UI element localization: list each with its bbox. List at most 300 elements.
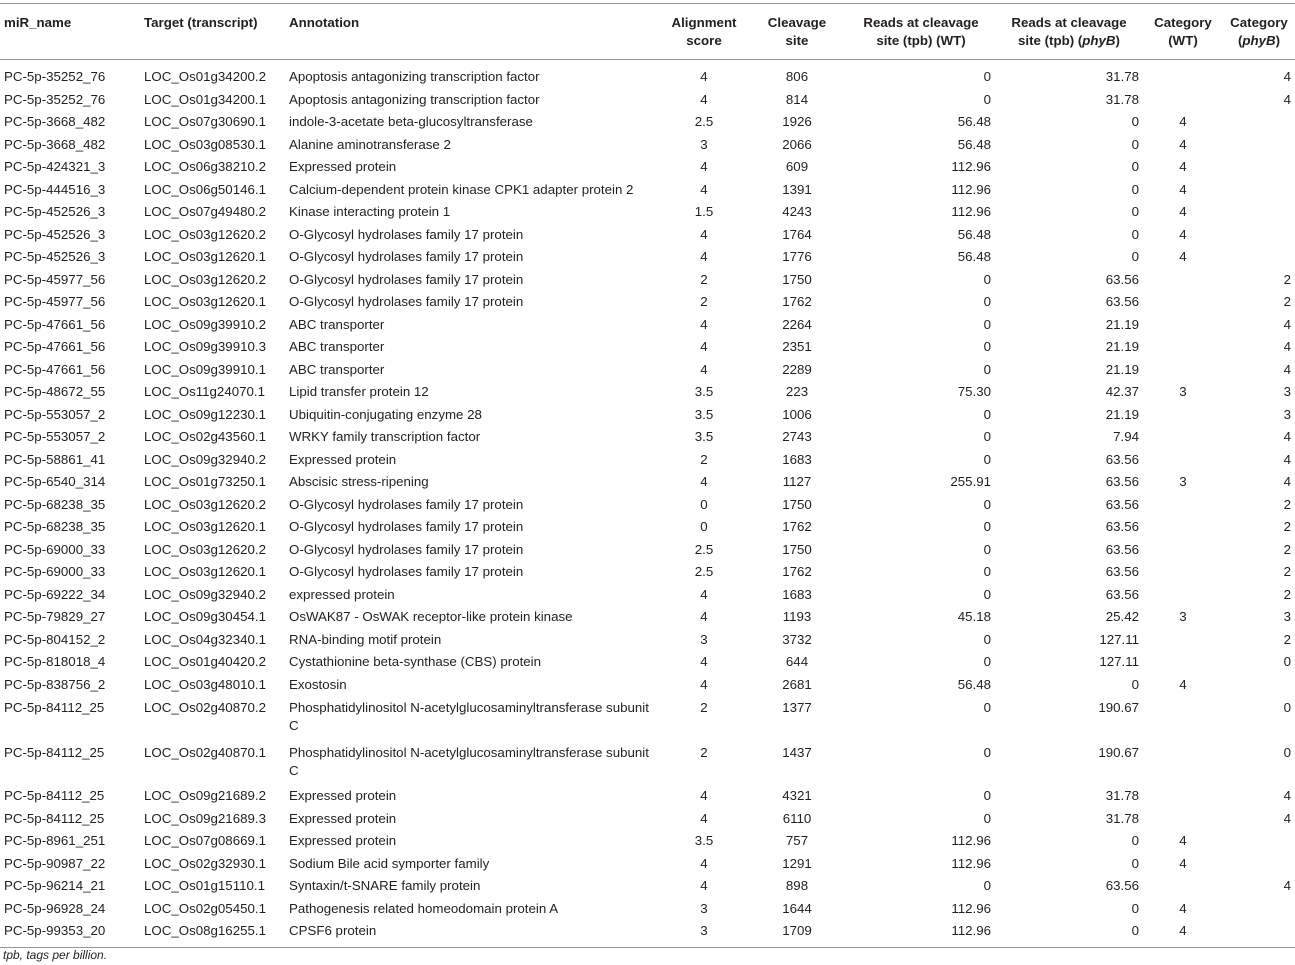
cell-category-wt xyxy=(1143,539,1223,562)
cell-category-wt: 4 xyxy=(1179,204,1187,220)
cell-category-wt xyxy=(1143,629,1223,652)
cell-reads-phyb: 0 xyxy=(1131,676,1139,692)
cell-target: LOC_Os03g12620.2 xyxy=(144,496,266,512)
cell-category-phyb: 0 xyxy=(1283,700,1291,715)
header-reads-phyb: Reads at cleavage site (tpb) (phyB) xyxy=(995,4,1143,60)
header-reads-wt: Reads at cleavage site (tpb) (WT) xyxy=(847,4,995,60)
cell-annotation: Expressed protein xyxy=(289,159,397,175)
cell-cleavage-site: 1683 xyxy=(782,586,812,602)
cell-category-phyb: 2 xyxy=(1283,519,1291,535)
cell-mir-name: PC-5p-96214_21 xyxy=(4,878,106,894)
cell-category-phyb: 2 xyxy=(1283,271,1291,287)
cell-annotation: Calcium-dependent protein kinase CPK1 adapter protein 2 xyxy=(289,181,634,197)
cell-alignment-score: 4 xyxy=(700,788,708,804)
cell-category-wt xyxy=(1143,516,1223,539)
cell-category-wt: 3 xyxy=(1179,474,1187,490)
table-row xyxy=(0,179,1295,202)
table-footnote: tpb, tags per billion. xyxy=(3,948,108,962)
cell-cleavage-site: 898 xyxy=(785,878,809,894)
cell-cleavage-site: 2066 xyxy=(782,136,812,152)
cell-mir-name: PC-5p-47661_56 xyxy=(4,339,106,355)
cell-cleavage-site: 1437 xyxy=(782,744,812,760)
cell-category-phyb: 2 xyxy=(1283,631,1291,647)
cell-reads-phyb: 0 xyxy=(1131,204,1139,220)
cell-alignment-score: 3 xyxy=(700,136,708,152)
cell-category-phyb: 4 xyxy=(1283,788,1291,804)
cell-reads-wt: 45.18 xyxy=(957,609,991,625)
cell-target: LOC_Os02g43560.1 xyxy=(144,429,266,445)
cell-reads-wt: 0 xyxy=(983,878,991,894)
cell-cleavage-site: 3732 xyxy=(782,631,812,647)
cell-cleavage-site: 1750 xyxy=(782,496,812,512)
table-row xyxy=(0,111,1295,134)
cell-reads-phyb: 31.78 xyxy=(1105,788,1139,804)
cell-annotation: CPSF6 protein xyxy=(285,920,661,947)
cell-mir-name: PC-5p-804152_2 xyxy=(4,631,106,647)
cell-alignment-score: 4 xyxy=(700,361,708,377)
cell-mir-name: PC-5p-68238_35 xyxy=(4,519,106,535)
cell-category-phyb: 0 xyxy=(1283,654,1291,670)
cell-annotation: Syntaxin/t-SNARE family protein xyxy=(289,878,481,894)
table-row xyxy=(0,471,1295,494)
cell-category-phyb xyxy=(1223,898,1295,921)
cell-reads-phyb: 31.78 xyxy=(1105,69,1139,85)
cell-category-phyb xyxy=(1223,111,1295,134)
cell-category-phyb: 4 xyxy=(1283,91,1291,107)
cell-category-phyb: 4 xyxy=(1283,878,1291,894)
header-cleavage-site: Cleavage site xyxy=(747,4,847,60)
cell-mir-name: PC-5p-444516_3 xyxy=(4,181,106,197)
cell-target: LOC_Os09g12230.1 xyxy=(144,406,266,422)
cell-category-wt xyxy=(1143,875,1223,898)
cell-annotation: O-Glycosyl hydrolases family 17 protein xyxy=(289,519,524,535)
cell-reads-wt: 112.96 xyxy=(951,833,991,849)
cell-alignment-score: 4 xyxy=(700,810,708,826)
header-annotation: Annotation xyxy=(285,4,661,60)
cell-reads-phyb: 63.56 xyxy=(1105,519,1139,535)
cell-alignment-score: 4 xyxy=(700,339,708,355)
cell-category-wt xyxy=(1143,336,1223,359)
cell-target: LOC_Os01g34200.2 xyxy=(144,69,266,85)
cell-annotation: Expressed protein xyxy=(289,810,397,826)
cell-target: LOC_Os09g32940.2 xyxy=(144,451,266,467)
table-header-row xyxy=(0,4,1295,60)
cell-cleavage-site: 1709 xyxy=(747,920,847,947)
cell-cleavage-site: 806 xyxy=(785,69,809,85)
cell-target: LOC_Os03g48010.1 xyxy=(144,676,266,692)
cell-category-phyb xyxy=(1223,674,1295,697)
header-alignment-score: Alignment score xyxy=(661,4,747,60)
cell-target: LOC_Os09g21689.3 xyxy=(144,810,266,826)
cell-alignment-score: 2 xyxy=(700,271,708,287)
cell-cleavage-site: 609 xyxy=(785,159,809,175)
cell-reads-phyb: 0 xyxy=(1131,249,1139,265)
cell-reads-phyb: 63.56 xyxy=(1105,564,1139,580)
cell-alignment-score: 4 xyxy=(700,855,708,871)
cell-annotation: O-Glycosyl hydrolases family 17 protein xyxy=(289,294,524,310)
cell-reads-wt: 112.96 xyxy=(951,204,991,220)
cell-annotation: expressed protein xyxy=(289,586,395,602)
cell-mir-name: PC-5p-47661_56 xyxy=(4,316,106,332)
cell-target: LOC_Os03g12620.1 xyxy=(144,249,266,265)
table-row xyxy=(0,561,1295,584)
cell-cleavage-site: 1764 xyxy=(782,226,812,242)
cell-category-phyb: 3 xyxy=(1283,384,1291,400)
cell-reads-phyb: 0 xyxy=(1131,181,1139,197)
cell-category-phyb: 4 xyxy=(1283,474,1291,490)
cell-reads-phyb: 63.56 xyxy=(1105,586,1139,602)
cell-category-phyb: 4 xyxy=(1283,339,1291,355)
cell-target: LOC_Os03g12620.2 xyxy=(144,226,266,242)
cell-annotation: O-Glycosyl hydrolases family 17 protein xyxy=(289,564,524,580)
cell-reads-wt: 75.30 xyxy=(957,384,991,400)
cell-reads-phyb: 25.42 xyxy=(1105,609,1139,625)
cell-annotation: ABC transporter xyxy=(289,339,385,355)
table-row xyxy=(0,60,1295,89)
cell-alignment-score: 2.5 xyxy=(694,114,714,130)
cell-mir-name: PC-5p-69000_33 xyxy=(4,541,106,557)
cell-mir-name: PC-5p-3668_482 xyxy=(4,114,106,130)
cell-annotation: O-Glycosyl hydrolases family 17 protein xyxy=(289,496,524,512)
cell-reads-phyb: 0 xyxy=(1131,136,1139,152)
cell-mir-name: PC-5p-8961_251 xyxy=(4,833,106,849)
cell-category-wt xyxy=(1143,60,1223,89)
table-row xyxy=(0,359,1295,382)
table-row xyxy=(0,539,1295,562)
cell-reads-wt: 112.96 xyxy=(951,900,991,916)
cell-alignment-score: 2.5 xyxy=(694,564,714,580)
table-row xyxy=(0,89,1295,112)
cell-reads-phyb: 21.19 xyxy=(1105,316,1139,332)
cell-mir-name: PC-5p-35252_76 xyxy=(4,69,106,85)
cell-alignment-score: 4 xyxy=(700,181,708,197)
cell-target: LOC_Os03g12620.2 xyxy=(144,271,266,287)
cell-alignment-score: 4 xyxy=(700,474,708,490)
header-category-phyb: Category (phyB) xyxy=(1223,4,1295,60)
cell-annotation: Expressed protein xyxy=(289,451,397,467)
cell-reads-phyb: 63.56 xyxy=(1105,451,1139,467)
cell-mir-name: PC-5p-90987_22 xyxy=(4,855,106,871)
cell-reads-wt: 255.91 xyxy=(950,474,991,490)
cell-reads-phyb: 127.11 xyxy=(1099,654,1139,670)
header-category-wt: Category (WT) xyxy=(1143,4,1223,60)
header-target: Target (transcript) xyxy=(140,4,285,60)
cell-target: LOC_Os09g39910.3 xyxy=(144,339,266,355)
cell-target: LOC_Os03g12620.1 xyxy=(144,294,266,310)
cell-target: LOC_Os09g32940.2 xyxy=(144,586,266,602)
cell-cleavage-site: 2681 xyxy=(782,676,812,692)
cell-annotation: O-Glycosyl hydrolases family 17 protein xyxy=(289,271,524,287)
cell-cleavage-site: 1762 xyxy=(782,519,812,535)
cell-category-wt xyxy=(1143,269,1223,292)
cell-category-wt xyxy=(1143,785,1223,808)
table-row xyxy=(0,584,1295,607)
cell-mir-name: PC-5p-553057_2 xyxy=(4,429,106,445)
cell-reads-phyb: 21.19 xyxy=(1105,339,1139,355)
table-row xyxy=(0,898,1295,921)
cell-category-wt xyxy=(1143,561,1223,584)
cell-category-wt: 4 xyxy=(1179,900,1187,916)
cell-reads-wt: 0 xyxy=(983,271,991,287)
cell-target: LOC_Os09g39910.1 xyxy=(144,361,266,377)
cell-alignment-score: 4 xyxy=(700,586,708,602)
cell-alignment-score: 4 xyxy=(700,159,708,175)
cell-annotation: Abscisic stress-ripening xyxy=(289,474,429,490)
cell-mir-name: PC-5p-424321_3 xyxy=(4,159,106,175)
cell-category-wt xyxy=(1143,359,1223,382)
cell-target: LOC_Os03g12620.1 xyxy=(144,564,266,580)
cell-reads-phyb: 21.19 xyxy=(1105,406,1139,422)
table-row xyxy=(0,830,1295,853)
cell-category-phyb xyxy=(1223,224,1295,247)
cell-reads-wt: 0 xyxy=(983,69,991,85)
cell-cleavage-site: 1644 xyxy=(782,900,812,916)
cell-mir-name: PC-5p-84112_25 xyxy=(4,700,105,715)
cell-mir-name: PC-5p-58861_41 xyxy=(4,451,106,467)
cell-reads-phyb: 42.37 xyxy=(1105,384,1139,400)
cell-mir-name: PC-5p-79829_27 xyxy=(4,609,106,625)
cell-alignment-score: 1.5 xyxy=(694,204,714,220)
cell-alignment-score: 4 xyxy=(700,226,708,242)
cell-reads-wt: 56.48 xyxy=(957,136,991,152)
table-row xyxy=(0,381,1295,404)
table-row xyxy=(0,696,1295,741)
cell-annotation: O-Glycosyl hydrolases family 17 protein xyxy=(289,541,524,557)
cell-reads-wt: 0 xyxy=(983,316,991,332)
cell-category-phyb: 4 xyxy=(1283,69,1291,85)
cell-alignment-score: 3 xyxy=(700,631,708,647)
cell-reads-phyb: 63.56 xyxy=(1105,878,1139,894)
cell-cleavage-site: 4243 xyxy=(782,204,812,220)
table-row xyxy=(0,156,1295,179)
cell-reads-wt: 0 xyxy=(983,541,991,557)
cell-cleavage-site: 2743 xyxy=(782,429,812,445)
cell-annotation: Cystathionine beta-synthase (CBS) protein xyxy=(289,654,542,670)
cell-annotation: O-Glycosyl hydrolases family 17 protein xyxy=(289,249,524,265)
cell-target: LOC_Os09g39910.2 xyxy=(144,316,266,332)
cell-annotation: Apoptosis antagonizing transcription factor xyxy=(289,69,540,85)
cell-annotation: Expressed protein xyxy=(289,833,397,849)
cell-category-wt xyxy=(1143,426,1223,449)
cell-cleavage-site: 1193 xyxy=(782,609,812,625)
cell-reads-phyb: 63.56 xyxy=(1105,271,1139,287)
cell-cleavage-site: 223 xyxy=(785,384,809,400)
cell-reads-phyb: 63.56 xyxy=(1105,496,1139,512)
table-body xyxy=(0,60,1295,948)
cell-annotation: Exostosin xyxy=(289,676,347,692)
cell-cleavage-site: 1926 xyxy=(782,114,812,130)
cell-target: LOC_Os09g21689.2 xyxy=(144,788,266,804)
cell-reads-wt: 0 xyxy=(983,744,991,760)
table-row xyxy=(0,246,1295,269)
cell-alignment-score: 4 xyxy=(700,316,708,332)
cell-category-wt: 4 xyxy=(1179,676,1187,692)
cell-alignment-score: 4 xyxy=(700,654,708,670)
cell-category-wt xyxy=(1143,696,1223,741)
cell-annotation: Ubiquitin-conjugating enzyme 28 xyxy=(289,406,482,422)
cell-category-phyb xyxy=(1223,920,1295,947)
cell-cleavage-site: 1776 xyxy=(782,249,812,265)
table-row xyxy=(0,920,1295,947)
cell-category-wt xyxy=(1143,404,1223,427)
cell-reads-wt: 56.48 xyxy=(957,114,991,130)
cell-category-wt: 4 xyxy=(1179,181,1187,197)
cell-category-phyb xyxy=(1223,201,1295,224)
cell-target: LOC_Os02g40870.1 xyxy=(144,744,266,760)
cell-annotation: Apoptosis antagonizing transcription factor xyxy=(289,91,540,107)
cell-mir-name: PC-5p-45977_56 xyxy=(4,294,106,310)
cell-mir-name: PC-5p-452526_3 xyxy=(4,226,106,242)
cell-target: LOC_Os06g38210.2 xyxy=(144,159,266,175)
cell-reads-phyb: 190.67 xyxy=(1098,700,1139,715)
cell-mir-name: PC-5p-838756_2 xyxy=(4,676,106,692)
table-row xyxy=(0,875,1295,898)
cell-annotation: Alanine aminotransferase 2 xyxy=(289,136,451,152)
cell-mir-name: PC-5p-48672_55 xyxy=(4,384,106,400)
cell-alignment-score: 4 xyxy=(700,676,708,692)
cell-alignment-score: 2 xyxy=(700,700,708,715)
cell-target: LOC_Os02g05450.1 xyxy=(144,900,266,916)
cell-category-phyb: 4 xyxy=(1283,451,1291,467)
cell-target: LOC_Os06g50146.1 xyxy=(144,181,266,197)
cell-category-wt xyxy=(1143,808,1223,831)
cell-cleavage-site: 4321 xyxy=(782,788,812,804)
cell-target: LOC_Os01g34200.1 xyxy=(144,91,266,107)
cell-annotation: RNA-binding motif protein xyxy=(289,631,442,647)
cell-category-wt: 4 xyxy=(1179,249,1187,265)
cell-annotation: Sodium Bile acid symporter family xyxy=(289,855,490,871)
cell-category-wt xyxy=(1143,651,1223,674)
cell-cleavage-site: 2289 xyxy=(782,361,812,377)
cell-category-phyb: 2 xyxy=(1283,541,1291,557)
cell-cleavage-site: 1127 xyxy=(782,474,812,490)
cell-category-wt xyxy=(1143,584,1223,607)
cell-mir-name: PC-5p-96928_24 xyxy=(4,900,106,916)
cell-category-phyb: 2 xyxy=(1283,586,1291,602)
cell-reads-wt: 0 xyxy=(983,429,991,445)
cell-reads-phyb: 63.56 xyxy=(1105,294,1139,310)
cell-category-phyb: 2 xyxy=(1283,294,1291,310)
cell-mir-name: PC-5p-818018_4 xyxy=(4,654,106,670)
cell-cleavage-site: 757 xyxy=(785,833,809,849)
cell-category-phyb: 4 xyxy=(1283,316,1291,332)
cell-target: LOC_Os08g16255.1 xyxy=(140,920,285,947)
cell-reads-wt: 0 xyxy=(983,406,991,422)
cell-cleavage-site: 814 xyxy=(785,91,809,107)
cell-cleavage-site: 1750 xyxy=(782,271,812,287)
cell-target: LOC_Os03g12620.2 xyxy=(144,541,266,557)
table-row xyxy=(0,224,1295,247)
cell-mir-name: PC-5p-6540_314 xyxy=(4,474,106,490)
table-row xyxy=(0,314,1295,337)
cell-annotation: Kinase interacting protein 1 xyxy=(289,204,451,220)
cell-mir-name: PC-5p-69000_33 xyxy=(4,564,106,580)
cell-reads-wt: 0 xyxy=(983,564,991,580)
cell-reads-wt: 0 xyxy=(983,586,991,602)
cell-reads-phyb: 0 xyxy=(1131,159,1139,175)
table-row xyxy=(0,449,1295,472)
cell-alignment-score: 0 xyxy=(700,519,708,535)
cell-reads-wt: 112.96 xyxy=(951,181,991,197)
cell-alignment-score: 3.5 xyxy=(694,384,714,400)
cell-mir-name: PC-5p-452526_3 xyxy=(4,249,106,265)
cell-cleavage-site: 1762 xyxy=(782,294,812,310)
table-row xyxy=(0,651,1295,674)
cell-reads-wt: 0 xyxy=(983,496,991,512)
cell-reads-wt: 0 xyxy=(983,631,991,647)
table-row xyxy=(0,269,1295,292)
cell-category-phyb: 0 xyxy=(1283,744,1291,760)
cell-category-wt xyxy=(1143,741,1223,786)
cell-mir-name: PC-5p-99353_20 xyxy=(0,920,140,947)
cell-cleavage-site: 1762 xyxy=(782,564,812,580)
cell-category-phyb: 4 xyxy=(1283,429,1291,445)
cell-category-wt: 4 xyxy=(1179,833,1187,849)
cell-category-phyb xyxy=(1223,134,1295,157)
cell-mir-name: PC-5p-45977_56 xyxy=(4,271,106,287)
cell-category-wt xyxy=(1143,494,1223,517)
cell-annotation: Phosphatidylinositol N-acetylglucosaminyltransferase subunit C xyxy=(289,700,649,733)
cell-target: LOC_Os01g40420.2 xyxy=(144,654,266,670)
cell-cleavage-site: 1006 xyxy=(782,406,812,422)
cell-cleavage-site: 6110 xyxy=(782,810,812,826)
cell-annotation: Phosphatidylinositol N-acetylglucosaminyltransferase subunit C xyxy=(289,744,649,778)
table-row xyxy=(0,741,1295,786)
table-row xyxy=(0,134,1295,157)
cell-reads-wt: 0 xyxy=(983,339,991,355)
cell-target: LOC_Os03g08530.1 xyxy=(144,136,266,152)
cell-target: LOC_Os03g12620.1 xyxy=(144,519,266,535)
cell-target: LOC_Os07g08669.1 xyxy=(144,833,266,849)
cell-mir-name: PC-5p-84112_25 xyxy=(4,788,105,804)
cell-reads-phyb: 63.56 xyxy=(1105,474,1139,490)
cell-target: LOC_Os01g15110.1 xyxy=(144,878,265,894)
cell-target: LOC_Os11g24070.1 xyxy=(144,384,265,400)
cell-cleavage-site: 1683 xyxy=(782,451,812,467)
cell-mir-name: PC-5p-84112_25 xyxy=(4,744,105,760)
cell-reads-phyb: 190.67 xyxy=(1098,744,1139,760)
cell-category-phyb: 4 xyxy=(1283,361,1291,377)
cell-reads-phyb: 0 xyxy=(995,920,1143,947)
cell-annotation: ABC transporter xyxy=(289,316,385,332)
cell-reads-wt: 0 xyxy=(983,361,991,377)
cell-cleavage-site: 1291 xyxy=(782,855,812,871)
cell-alignment-score: 4 xyxy=(700,69,708,85)
cell-category-wt xyxy=(1143,449,1223,472)
cell-category-phyb: 2 xyxy=(1283,564,1291,580)
cell-mir-name: PC-5p-69222_34 xyxy=(4,586,106,602)
cell-target: LOC_Os07g30690.1 xyxy=(144,114,266,130)
table-row xyxy=(0,606,1295,629)
cell-category-wt: 4 xyxy=(1179,136,1187,152)
cell-alignment-score: 2 xyxy=(700,451,708,467)
cell-annotation: OsWAK87 - OsWAK receptor-like protein kinase xyxy=(289,609,573,625)
cell-category-phyb xyxy=(1223,853,1295,876)
cell-reads-wt: 112.96 xyxy=(951,159,991,175)
table-row xyxy=(0,494,1295,517)
cell-reads-phyb: 0 xyxy=(1131,900,1139,916)
cell-annotation: Lipid transfer protein 12 xyxy=(289,384,429,400)
cell-target: LOC_Os02g32930.1 xyxy=(144,855,266,871)
cell-category-phyb xyxy=(1223,156,1295,179)
cell-reads-phyb: 63.56 xyxy=(1105,541,1139,557)
table-row xyxy=(0,674,1295,697)
cell-category-phyb xyxy=(1223,179,1295,202)
cell-reads-wt: 56.48 xyxy=(957,226,991,242)
cell-reads-wt: 0 xyxy=(983,654,991,670)
cell-alignment-score: 4 xyxy=(700,878,708,894)
cell-category-wt xyxy=(1143,291,1223,314)
